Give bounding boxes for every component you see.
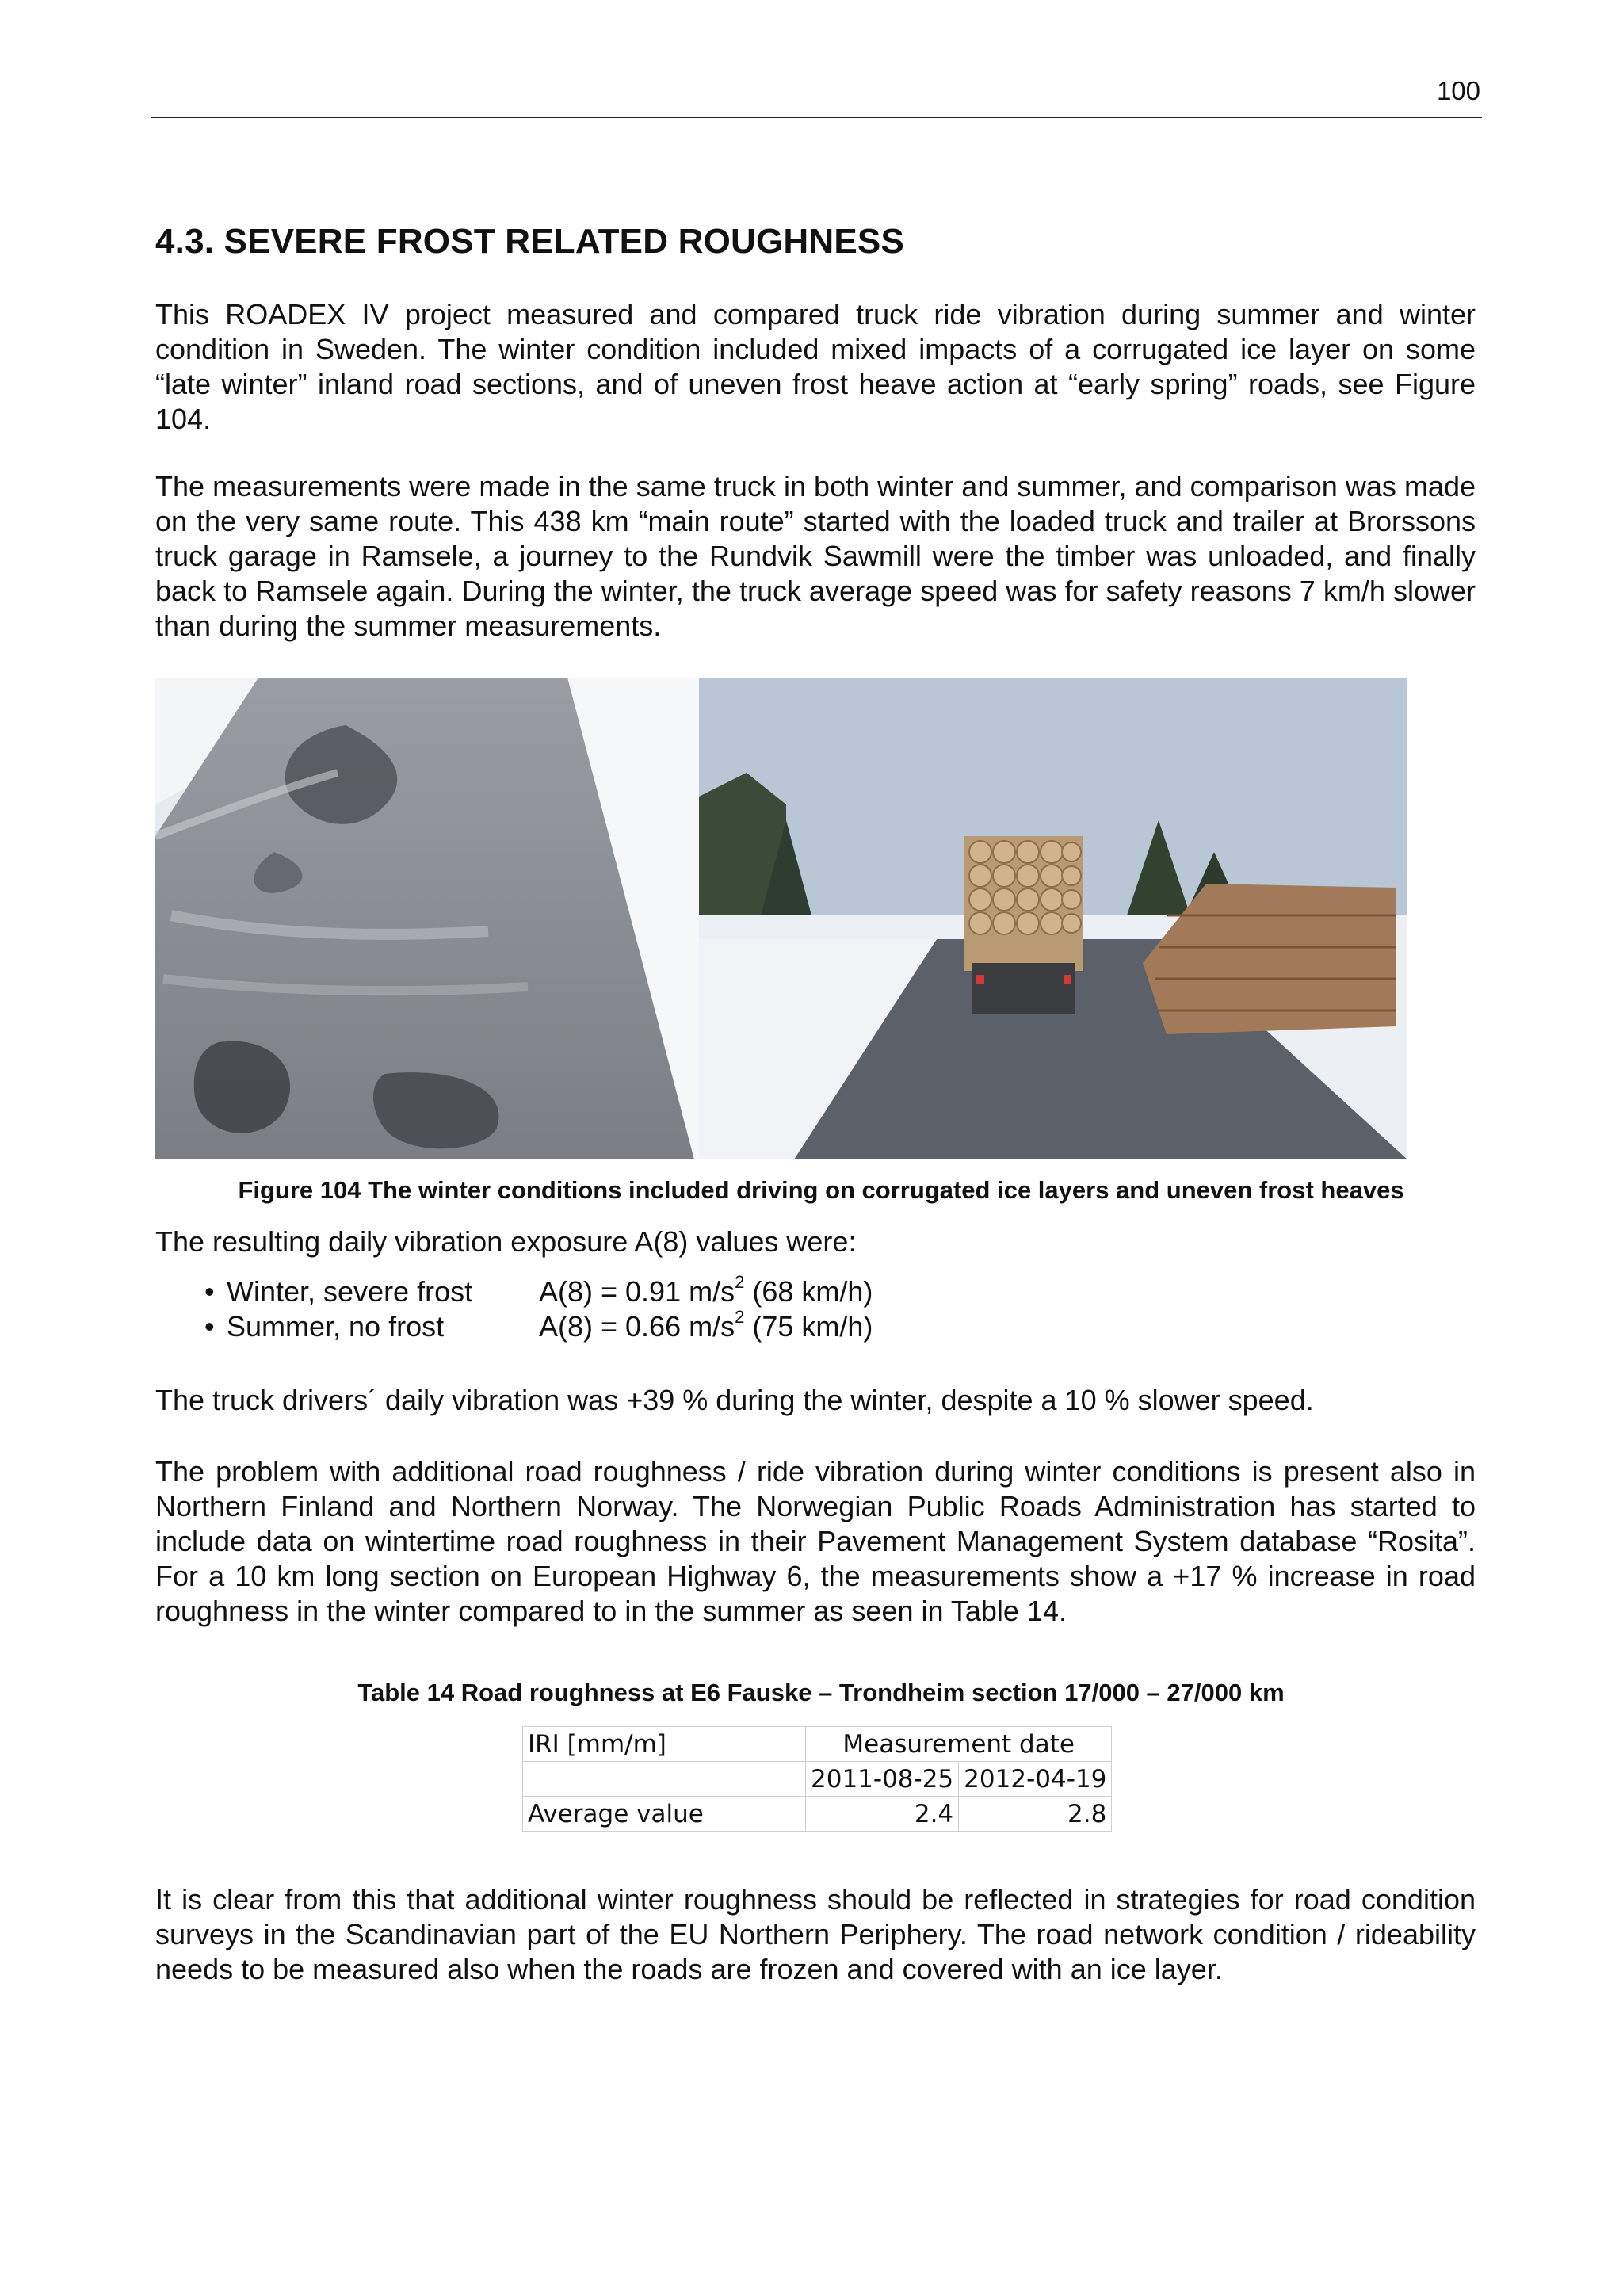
exponent: 2	[735, 1272, 745, 1292]
table-row	[523, 1797, 1112, 1832]
timber-truck-photo	[699, 678, 1407, 1159]
vibration-value	[539, 1274, 873, 1309]
intro-paragraph: This ROADEX IV project measured and compared truck ride vibration during summer and winter condition in Sweden. The winter condition included mixed impacts of a corrugated ice layer on some “late winter” inland road sections, and of uneven frost heave action at “early spring” roads, see Figure 104.	[155, 298, 1476, 435]
figure-caption: Figure 104 The winter conditions included driving on corrugated ice layers and uneven frost heaves	[238, 1176, 1404, 1204]
table-value: 2.8	[959, 1797, 1112, 1832]
table-value: 2.4	[806, 1797, 959, 1832]
table-caption: Table 14 Road roughness at E6 Fauske – Trondheim section 17/000 – 27/000 km	[357, 1679, 1285, 1706]
results-intro: The resulting daily vibration exposure A(8) values were:	[155, 1225, 857, 1258]
drivers-paragraph: The truck drivers´ daily vibration was +39 % during the winter, despite a 10 % slower speed.	[155, 1384, 1314, 1416]
header-divider	[151, 117, 1482, 118]
list-item	[204, 1274, 873, 1309]
list-item	[204, 1309, 873, 1344]
conclusion-paragraph: It is clear from this that additional winter roughness should be reflected in strategies for road condition surveys in the Scandinavian part of the EU Northern Periphery. The road network condition / rideability needs to be measured also when the roads are frozen and covered with an ice layer.	[155, 1883, 1476, 1985]
vibration-list	[204, 1274, 873, 1344]
exponent: 2	[735, 1307, 745, 1327]
problem-paragraph: The problem with additional road roughness / ride vibration during winter conditions is present also in Northern Finland and Northern Norway. The Norwegian Public Roads Administration has started to include data on wintertime road roughness in their Pavement Management System database “Rosita”. For a 10 km long section on European Highway 6, the measurements show a +17 % increase in road roughness in the winter compared to in the summer as seen in Table 14.	[155, 1455, 1476, 1627]
speed-text: (75 km/h)	[744, 1310, 873, 1343]
table-cell	[720, 1797, 806, 1832]
table-row	[523, 1727, 1112, 1762]
table-date: 2012-04-19	[959, 1762, 1112, 1797]
condition-label: Summer, no frost	[227, 1310, 445, 1343]
roughness-table	[522, 1726, 1112, 1832]
speed-text: (68 km/h)	[744, 1275, 873, 1308]
vibration-text: A(8) = 0.66 m/s	[539, 1310, 735, 1343]
page-number: 100	[1436, 76, 1480, 105]
table-date: 2011-08-25	[806, 1762, 959, 1797]
table-group-header: Measurement date	[806, 1727, 1112, 1762]
vibration-text: A(8) = 0.91 m/s	[539, 1275, 735, 1308]
table-cell	[720, 1727, 806, 1762]
table-header-label: IRI [mm/m]	[523, 1727, 720, 1762]
table-cell	[523, 1762, 720, 1797]
table-cell	[720, 1762, 806, 1797]
table-row	[523, 1762, 1112, 1797]
icy-road-photo	[155, 678, 699, 1159]
vibration-value	[539, 1309, 873, 1344]
condition-label: Winter, severe frost	[227, 1275, 473, 1308]
table-row-label: Average value	[523, 1797, 720, 1832]
bullet-marker: •	[204, 1310, 215, 1343]
measurements-paragraph: The measurements were made in the same truck in both winter and summer, and comparison was made on the very same route. This 438 km “main route” started with the loaded truck and trailer at Brorssons truck garage in Ramsele, a journey to the Rundvik Sawmill were the timber was unloaded, and finally back to Ramsele again. During the winter, the truck average speed was for safety reasons 7 km/h slower than during the summer measurements.	[155, 470, 1476, 642]
bullet-marker: •	[204, 1275, 215, 1308]
section-heading: 4.3. SEVERE FROST RELATED ROUGHNESS	[155, 222, 905, 261]
